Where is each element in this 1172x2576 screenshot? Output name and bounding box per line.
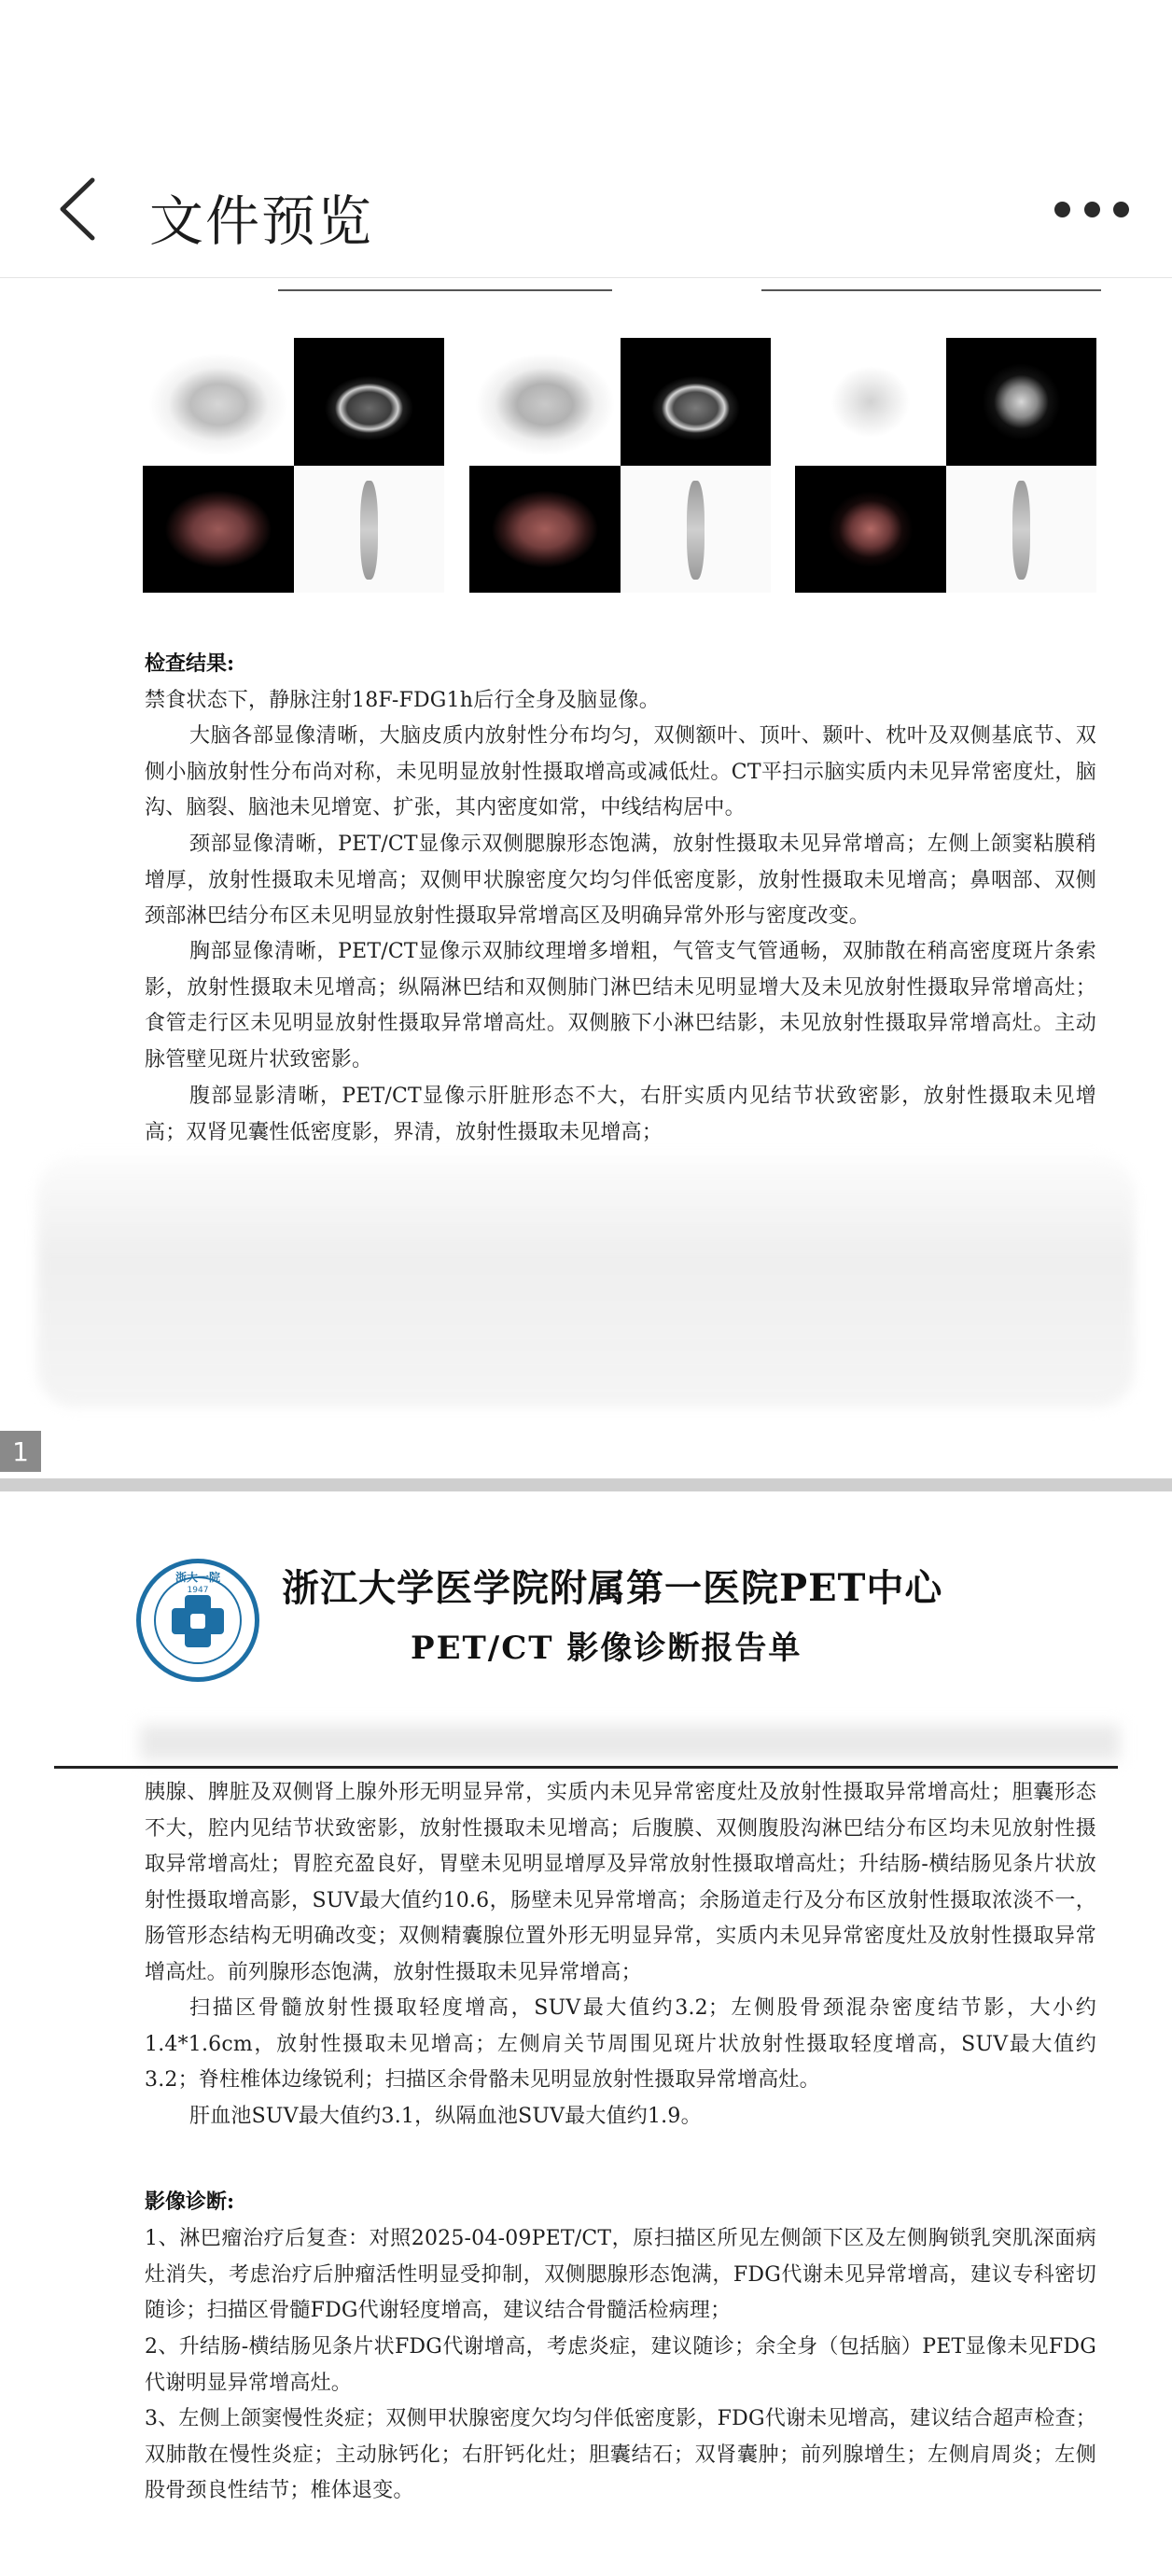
more-dot-icon <box>1113 202 1129 217</box>
report-header-line-right <box>761 289 1101 291</box>
diagnosis-heading: 影像诊断: <box>145 2190 235 2214</box>
more-dot-icon <box>1084 202 1100 217</box>
diagnosis-item: 2、升结肠-横结肠见条片状FDG代谢增高，考虑炎症，建议随诊；余全身（包括脑）PET显像未见FDG代谢明显异常增高灶。 <box>145 2335 1096 2395</box>
redacted-header-region <box>140 1725 1120 1760</box>
navigation-bar <box>0 140 1172 278</box>
page-number-badge: 1 <box>0 1431 41 1472</box>
report-header-line-left <box>278 289 612 291</box>
hospital-name: 浙江大学医学院附属第一医院PET中心 <box>282 1566 943 1610</box>
logo-year: 1947 <box>187 1586 209 1595</box>
pet-ct-scan-image <box>143 338 444 593</box>
results-paragraph: 腹部显影清晰，PET/CT显像示肝脏形态不大，右肝实质内见结节状致密影，放射性摄取未见增高；双肾见囊性低密度影，界清，放射性摄取未见增高； <box>145 1085 1096 1144</box>
document-preview[interactable] <box>0 278 1172 2576</box>
report-title: PET/CT 影像诊断报告单 <box>411 1630 802 1667</box>
diagnosis-item: 3、左侧上颌窦慢性炎症；双侧甲状腺密度欠均匀伴低密度影，FDG代谢未见增高，建议结合超声检查；双肺散在慢性炎症；主动脉钙化；右肝钙化灶；胆囊结石；双肾囊肿；前列腺增生；左侧肩周炎；左侧股骨颈良性结节；椎体退变。 <box>145 2407 1096 2502</box>
pet-ct-scan-image <box>469 338 771 593</box>
results-heading: 检查结果: <box>145 651 235 676</box>
status-bar-area <box>0 0 1172 140</box>
redacted-blur-region <box>37 1155 1135 1407</box>
results-paragraph: 禁食状态下，静脉注射18F-FDG1h后行全身及脑显像。 <box>145 689 660 712</box>
results-paragraph: 扫描区骨髓放射性摄取轻度增高，SUV最大值约3.2；左侧股骨颈混杂密度结节影，大小约1.4*1.6cm，放射性摄取未见增高；左侧肩关节周围见斑片状放射性摄取轻度增高，SUV最大值约3.2；脊柱椎体边缘锐利；扫描区余骨骼未见明显放射性摄取异常增高灶。 <box>145 1996 1096 2092</box>
page-divider <box>0 1478 1172 1491</box>
diagnosis-item: 1、淋巴瘤治疗后复查：对照2025-04-09PET/CT，原扫描区所见左侧颌下区及左侧胸锁乳突肌深面病灶消失，考虑治疗后肿瘤活性明显受抑制，双侧腮腺形态饱满，FDG代谢未见异常增高，建议专科密切随诊；扫描区骨髓FDG代谢轻度增高，建议结合骨髓活检病理； <box>145 2227 1096 2322</box>
results-paragraph: 颈部显像清晰，PET/CT显像示双侧腮腺形态饱满，放射性摄取未见异常增高；左侧上颌窦粘膜稍增厚，放射性摄取未见增高；双侧甲状腺密度欠均匀伴低密度影，放射性摄取未见增高；鼻咽部、双侧颈部淋巴结分布区未见明显放射性摄取异常增高区及明确异常外形与密度改变。 <box>145 833 1096 928</box>
header-rule <box>54 1766 1118 1769</box>
more-dot-icon <box>1054 202 1070 217</box>
results-paragraph: 胸部显像清晰，PET/CT显像示双肺纹理增多增粗，气管支气管通畅，双肺散在稍高密度斑片条索影，放射性摄取未见增高；纵隔淋巴结和双侧肺门淋巴结未见明显增大及未见放射性摄取异常增高灶；食管走行区未见明显放射性摄取异常增高灶。双侧腋下小淋巴结影，未见放射性摄取异常增高灶。主动脉管壁见斑片状致密影。 <box>145 940 1096 1071</box>
more-options-button[interactable] <box>1054 185 1129 233</box>
back-button[interactable] <box>45 170 110 248</box>
page-title: 文件预览 <box>149 189 374 253</box>
results-paragraph: 胰腺、脾脏及双侧肾上腺外形无明显异常，实质内未见异常密度灶及放射性摄取异常增高灶；胆囊形态不大，腔内见结节状致密影，放射性摄取未见增高；后腹膜、双侧腹股沟淋巴结分布区均未见放射性摄取异常增高灶；胃腔充盈良好，胃壁未见明显增厚及异常放射性摄取增高灶；升结肠-横结肠见条片状放射性摄取增高影，SUV最大值约10.6，肠壁未见异常增高；余肠道走行及分布区放射性摄取浓淡不一，肠管形态结构无明确改变；双侧精囊腺位置外形无明显异常，实质内未见异常密度灶及放射性摄取异常增高灶。前列腺形态饱满，放射性摄取未见异常增高； <box>145 1781 1096 1984</box>
hospital-logo <box>136 1559 259 1682</box>
results-paragraph: 大脑各部显像清晰，大脑皮质内放射性分布均匀，双侧额叶、顶叶、颞叶、枕叶及双侧基底节、双侧小脑放射性分布尚对称，未见明显放射性摄取增高或减低灶。CT平扫示脑实质内未见异常密度灶，脑沟、脑裂、脑池未见增宽、扩张，其内密度如常，中线结构居中。 <box>145 724 1096 819</box>
chevron-left-icon <box>57 176 98 242</box>
logo-seal-text: 浙大一院 <box>174 1571 220 1584</box>
pet-ct-scan-image <box>795 338 1096 593</box>
results-paragraph: 肝血池SUV最大值约3.1，纵隔血池SUV最大值约1.9。 <box>189 2105 702 2128</box>
